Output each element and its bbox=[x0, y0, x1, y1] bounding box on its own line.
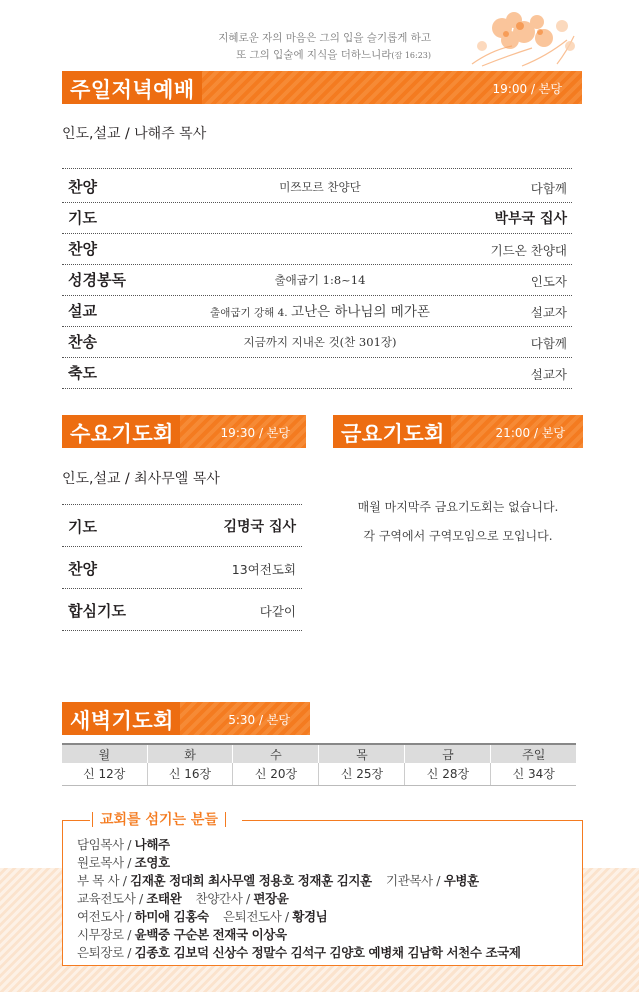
day-hymn: 신 34장 bbox=[491, 763, 576, 785]
day-header: 목 bbox=[319, 744, 405, 763]
divider bbox=[62, 264, 572, 265]
wednesday-service-header bbox=[62, 415, 306, 448]
order-item-content: 지금까지 지내온 것(찬 301장) bbox=[243, 335, 397, 349]
day-header: 수 bbox=[233, 744, 319, 763]
friday-service-title: 금요기도회 bbox=[341, 422, 445, 446]
day-hymn: 신 12장 bbox=[62, 763, 147, 785]
staff-names: 조태완 bbox=[146, 891, 182, 906]
staff-role: 찬양간사 / bbox=[195, 891, 254, 906]
order-item-person: 다함께 bbox=[530, 181, 567, 196]
staff-role: 시무장로 / bbox=[77, 927, 135, 942]
order-item-label: 찬양 bbox=[68, 178, 97, 196]
day-header: 월 bbox=[62, 744, 147, 763]
friday-notice-line-1: 매월 마지막주 금요기도회는 없습니다. bbox=[357, 500, 559, 514]
wednesday-service-title: 수요기도회 bbox=[70, 422, 174, 446]
order-item-person: 다함께 bbox=[530, 336, 567, 351]
divider bbox=[62, 388, 572, 389]
order-item-person: 김명국 집사 bbox=[223, 519, 296, 535]
order-item-label: 찬송 bbox=[68, 333, 97, 351]
order-item-person: 설교자 bbox=[530, 367, 567, 382]
verse-reference: (잠 16:23) bbox=[391, 51, 431, 60]
friday-notice-line-2: 각 구역에서 구역모임으로 모입니다. bbox=[363, 529, 553, 543]
order-item-person: 박부국 집사 bbox=[494, 211, 567, 227]
divider bbox=[62, 546, 302, 547]
staff-row bbox=[77, 907, 327, 925]
church-staff-heading: 교회를 섬기는 분들 bbox=[92, 809, 226, 829]
order-item-content: 미쯔모르 찬양단 bbox=[279, 180, 361, 194]
staff-row bbox=[77, 889, 288, 907]
wednesday-leader: 인도,설교 / 최사무엘 목사 bbox=[62, 471, 220, 487]
order-item-person: 기드온 찬양대 bbox=[490, 243, 567, 258]
order-item-person: 설교자 bbox=[530, 305, 567, 320]
divider bbox=[62, 295, 572, 296]
divider bbox=[62, 326, 572, 327]
staff-role: 부 목 사 / bbox=[77, 873, 131, 888]
flower-illustration-icon bbox=[462, 6, 582, 68]
staff-role: 은퇴전도사 / bbox=[222, 909, 293, 924]
dawn-service-title: 새벽기도회 bbox=[70, 709, 174, 733]
order-item-content: 출애굽기 강해 4. 고난은 하나님의 메가폰 bbox=[210, 304, 430, 320]
staff-role: 원로목사 / bbox=[77, 855, 135, 870]
dawn-hymn-table bbox=[62, 743, 576, 786]
divider bbox=[62, 504, 302, 505]
sunday-service-title: 주일저녁예배 bbox=[70, 78, 195, 102]
order-item-person: 다같이 bbox=[259, 604, 296, 619]
sunday-leader: 인도,설교 / 나해주 목사 bbox=[62, 126, 207, 142]
order-item-person: 인도자 bbox=[530, 274, 567, 289]
day-hymn: 신 28장 bbox=[405, 763, 491, 785]
order-item-label: 찬양 bbox=[68, 560, 97, 578]
church-staff-box bbox=[62, 812, 583, 966]
verse-line-2: 또 그의 입술에 지식을 더하느니라(잠 16:23) bbox=[236, 49, 431, 61]
staff-names: 우병훈 bbox=[443, 873, 479, 888]
order-item-label: 찬양 bbox=[68, 240, 97, 258]
staff-names: 나해주 bbox=[134, 837, 170, 852]
wednesday-service-time: 19:30 / 본당 bbox=[220, 426, 290, 440]
divider bbox=[62, 168, 572, 169]
dawn-service-header bbox=[62, 702, 310, 735]
order-item-label: 축도 bbox=[68, 364, 97, 382]
staff-row bbox=[77, 925, 287, 943]
friday-service-header bbox=[333, 415, 583, 448]
order-item-person: 13여전도회 bbox=[231, 562, 296, 577]
staff-row bbox=[77, 943, 521, 961]
staff-names: 하미애 김홍숙 bbox=[134, 909, 209, 924]
divider bbox=[62, 202, 572, 203]
staff-role: 은퇴장로 / bbox=[77, 945, 135, 960]
day-header: 화 bbox=[147, 744, 233, 763]
sunday-service-header bbox=[62, 71, 582, 104]
order-item-label: 기도 bbox=[68, 518, 97, 536]
verse-line-1: 지혜로운 자의 마음은 그의 입을 슬기롭게 하고 bbox=[218, 32, 431, 44]
staff-names: 조영호 bbox=[134, 855, 170, 870]
friday-service-time: 21:00 / 본당 bbox=[495, 426, 565, 440]
staff-row bbox=[77, 835, 170, 853]
order-item-label: 설교 bbox=[68, 302, 97, 320]
divider bbox=[62, 630, 302, 631]
dawn-service-time: 5:30 / 본당 bbox=[228, 713, 290, 727]
staff-role: 담임목사 / bbox=[77, 837, 135, 852]
staff-row bbox=[77, 853, 170, 871]
day-hymn: 신 20장 bbox=[233, 763, 319, 785]
staff-role: 기관목사 / bbox=[386, 873, 444, 888]
divider bbox=[62, 357, 572, 358]
divider bbox=[62, 588, 302, 589]
staff-names: 황경님 bbox=[292, 909, 328, 924]
staff-names: 김종호 김보덕 신상수 정말수 김석구 김양호 예병채 김남학 서천수 조국제 bbox=[134, 945, 521, 960]
day-hymn: 신 25장 bbox=[319, 763, 405, 785]
day-header: 금 bbox=[405, 744, 491, 763]
staff-role: 교육전도사 / bbox=[77, 891, 147, 906]
staff-names: 윤백중 구순본 전재국 이상욱 bbox=[134, 927, 287, 942]
sunday-service-time: 19:00 / 본당 bbox=[492, 82, 562, 96]
bible-verse bbox=[111, 30, 431, 64]
order-item-label: 합심기도 bbox=[68, 602, 126, 620]
order-item-content: 출애굽기 1:8~14 bbox=[274, 273, 366, 287]
staff-role: 여전도사 / bbox=[77, 909, 135, 924]
day-hymn: 신 16장 bbox=[147, 763, 233, 785]
staff-names: 편장윤 bbox=[253, 891, 289, 906]
staff-names: 김재훈 정대희 최사무엘 정용호 정재훈 김지훈 bbox=[130, 873, 372, 888]
staff-row bbox=[77, 871, 479, 889]
day-header: 주일 bbox=[491, 744, 576, 763]
divider bbox=[62, 233, 572, 234]
order-item-label: 성경봉독 bbox=[68, 271, 126, 289]
order-item-label: 기도 bbox=[68, 209, 97, 227]
